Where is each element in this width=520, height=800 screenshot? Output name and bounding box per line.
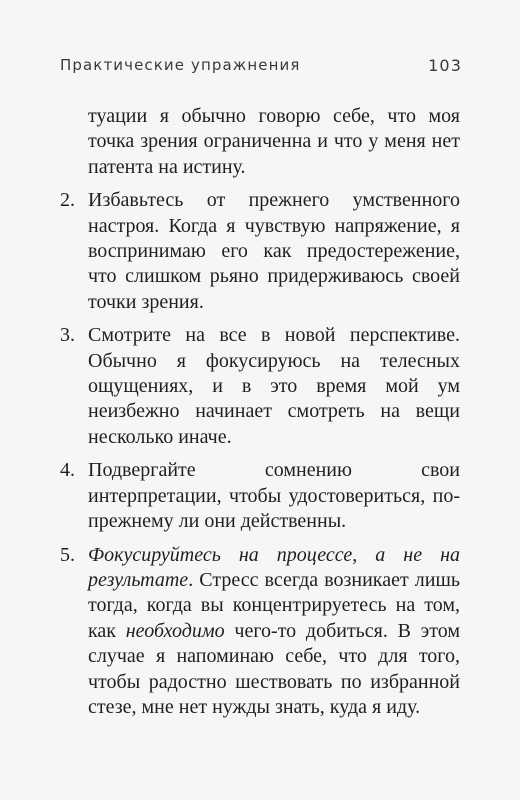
continued-paragraph: туации я обычно говорю себе, что моя точка зрения ограниченна и что у меня нет патента на истину. xyxy=(88,105,460,178)
italic-lead: Фокусируйтесь на процессе, а не на результате xyxy=(88,543,460,591)
list-item-text: Смотрите на все в новой перспективе. Обычно я фокусируюсь на телесных ощущениях, и в это время мой ум неизбежно начинает смотреть на вещи несколько иначе. xyxy=(88,324,460,448)
body-text xyxy=(60,104,460,720)
page-number: 103 xyxy=(428,56,462,75)
text-part: чего-то добиться. В этом случае я напоминаю себе, что для того, чтобы радостно шествовать по избранной стезе, мне нет нужды знать, куда я иду. xyxy=(88,619,460,718)
list-item-text xyxy=(88,544,460,718)
running-title: Практические упражнения xyxy=(60,56,301,74)
list-item-number: 5. xyxy=(60,543,75,566)
list-item xyxy=(60,458,460,534)
running-head xyxy=(60,56,462,82)
list-item-number: 2. xyxy=(60,189,75,212)
list-item-text: Избавьтесь от прежнего умственного настроя. Когда я чувствую напряжение, я воспринимаю его как предостережение, что слишком рьяно придерживаюсь своей точки зрения. xyxy=(88,189,460,313)
list-item xyxy=(60,323,460,450)
numbered-list xyxy=(60,188,460,720)
list-item-number: 3. xyxy=(60,324,75,347)
text-part: . Стресс всегда возникает лишь тогда, когда вы концентрируетесь на том, как xyxy=(88,568,460,642)
list-item xyxy=(60,188,460,315)
list-item-text: Подвергайте сомнению свои интерпретации, чтобы удостовериться, по-прежнему ли они действенны. xyxy=(88,459,460,533)
italic-emphasis: необходимо xyxy=(125,619,225,642)
list-item-number: 4. xyxy=(60,459,75,482)
list-item xyxy=(60,543,460,721)
